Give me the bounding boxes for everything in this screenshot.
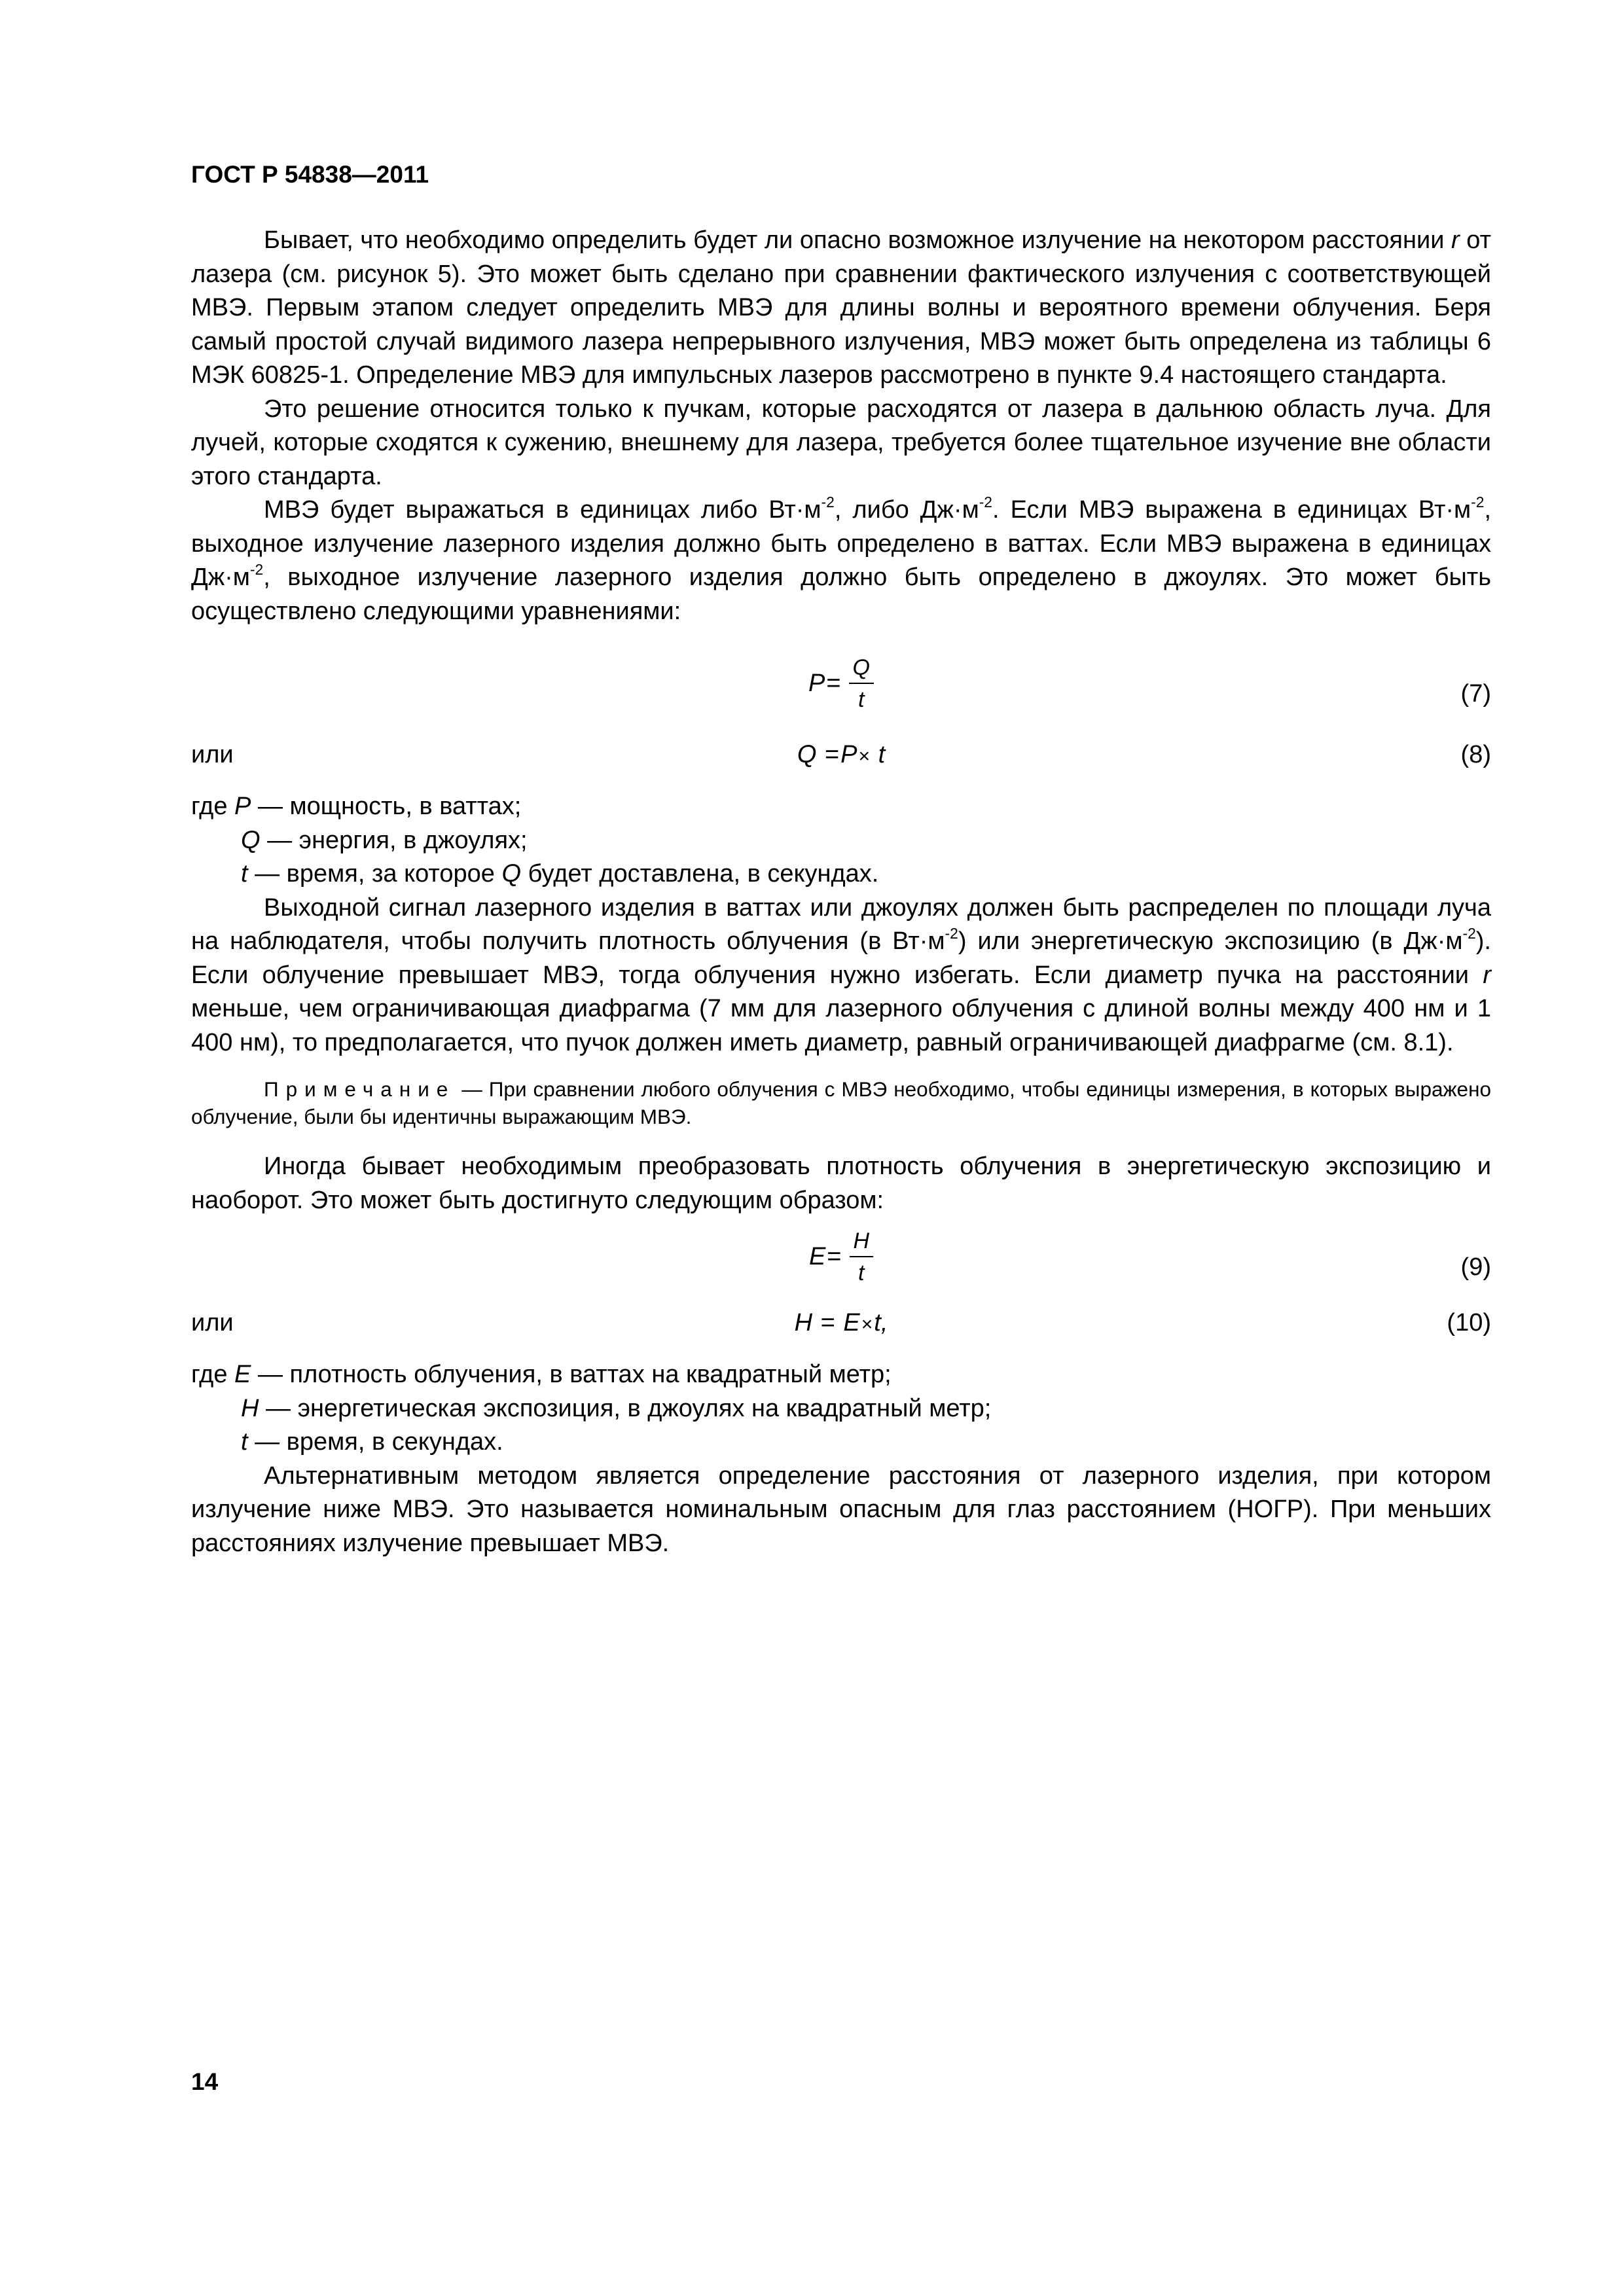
eq8-or: или: [191, 741, 234, 768]
page-number: 14: [191, 2068, 219, 2095]
eq8-number: (8): [1460, 741, 1491, 768]
note-label: Примечание: [264, 1077, 456, 1101]
eq8-rhs2: t: [878, 741, 886, 768]
eq9-denominator: t: [858, 1260, 865, 1285]
eq10-rhs1: E: [843, 1309, 860, 1336]
paragraph-4: Выходной сигнал лазерного изделия в ваттах или джоулях должен быть распределен по площади луча на наблюдателя, чтобы получить плотность облучения (в $Вт\cdot м^{-2}$) или энергетическую экспозицию (в $Дж\cdot м^{-2}$). Если облучение превышает МВЭ, тогда облучения нужно избегать. Если диаметр пучка на расстоянии r меньше, чем ограничивающая диафрагма (7 мм для лазерного облучения с длиной волны между 400 нм и 1 400 нм), то предполагается, что пучок должен иметь диаметр, равный ограничивающей диафрагме (см. 8.1).: [191, 893, 1491, 1056]
eq9-number: (9): [1460, 1253, 1491, 1281]
eq10-lhs: H: [794, 1309, 813, 1336]
definition-t2: t — время, в секундах.: [241, 1428, 503, 1456]
eq7-denominator: t: [858, 687, 865, 712]
definition-h: H — энергетическая экспозиция, в джоулях на квадратный метр;: [241, 1394, 992, 1422]
eq9-lhs: E: [808, 1243, 826, 1271]
eq9-numerator: H: [850, 1228, 874, 1257]
paragraph-6: Альтернативным методом является определение расстояния от лазерного изделия, при котором излучение ниже МВЭ. Это называется номинальным опасным для глаз расстоянием (НОГР). При меньших расстояниях излучение превышает МВЭ.: [191, 1462, 1491, 1557]
definition-t: t — время, за которое Q будет доставлена, в секундах.: [241, 860, 879, 888]
note: [191, 1075, 1491, 1130]
document-header: ГОСТ Р 54838—2011: [191, 161, 429, 188]
page-content: [191, 224, 1491, 1560]
eq9-fraction: [850, 1228, 874, 1287]
eq10-or: или: [191, 1309, 234, 1336]
paragraph-5: Иногда бывает необходимым преобразовать плотность облучения в энергетическую экспозицию и наоборот. Это может быть достигнуто следующим образом:: [191, 1153, 1491, 1214]
eq8-rhs1: P: [840, 741, 857, 768]
paragraph-1: Бывает, что необходимо определить будет ли опасно возможное излучение на некотором расстоянии r от лазера (см. рисунок 5). Это может быть сделано при сравнении фактического излучения с соответствующей МВЭ. Первым этапом следует определить МВЭ для длины волны и вероятного времени облучения. Беря самый простой случай видимого лазера непрерывного излучения, МВЭ может быть определена из таблицы 6 МЭК 60825-1. Определение МВЭ для импульсных лазеров рассмотрено в пункте 9.4 настоящего стандарта.: [191, 226, 1491, 389]
equation-10: или H = E×t, (10): [191, 1306, 1491, 1340]
eq7-fraction: [849, 655, 874, 713]
definition-e: где E — плотность облучения, в ваттах на квадратный метр;: [191, 1361, 892, 1388]
paragraph-3: МВЭ будет выражаться в единицах либо $Вт\cdot м^{-2}$, либо $Дж\cdot м^{-2}$. Если МВЭ выражена в единицах $Вт\cdot м^{-2}$, выходное излучение лазерного изделия должно быть определено в ваттах. Если МВЭ выражена в единицах $Дж\cdot м^{-2}$, выходное излучение лазерного изделия должно быть определено в джоулях. Это может быть осуществлено следующими уравнениями:: [191, 493, 1491, 625]
definition-q: Q — энергия, в джоулях;: [241, 826, 528, 854]
definition-p: где P — мощность, в ваттах;: [191, 793, 522, 820]
eq10-rhs2: t,: [874, 1309, 888, 1336]
eq8-lhs: Q: [797, 741, 817, 768]
eq7-lhs: P: [808, 670, 825, 698]
equation-8: или Q =P× t (8): [191, 738, 1491, 772]
eq10-number: (10): [1447, 1309, 1491, 1336]
equation-7: P = $\frac{Q}{t}$ (7): [808, 655, 1491, 712]
equation-9: E = $\frac{H}{t}$ (9): [808, 1229, 1491, 1285]
eq7-numerator: Q: [849, 655, 874, 684]
note-text: — При сравнении любого облучения с МВЭ необходимо, чтобы единицы измерения, в которых выражено облучение, были бы идентичны выражающим МВЭ.: [191, 1077, 1491, 1128]
eq7-number: (7): [1460, 680, 1491, 708]
paragraph-2: Это решение относится только к пучкам, которые расходятся от лазера в дальнюю область луча. Для лучей, которые сходятся к сужению, внешнему для лазера, требуется более тщательное изучение вне области этого стандарта.: [191, 395, 1491, 490]
